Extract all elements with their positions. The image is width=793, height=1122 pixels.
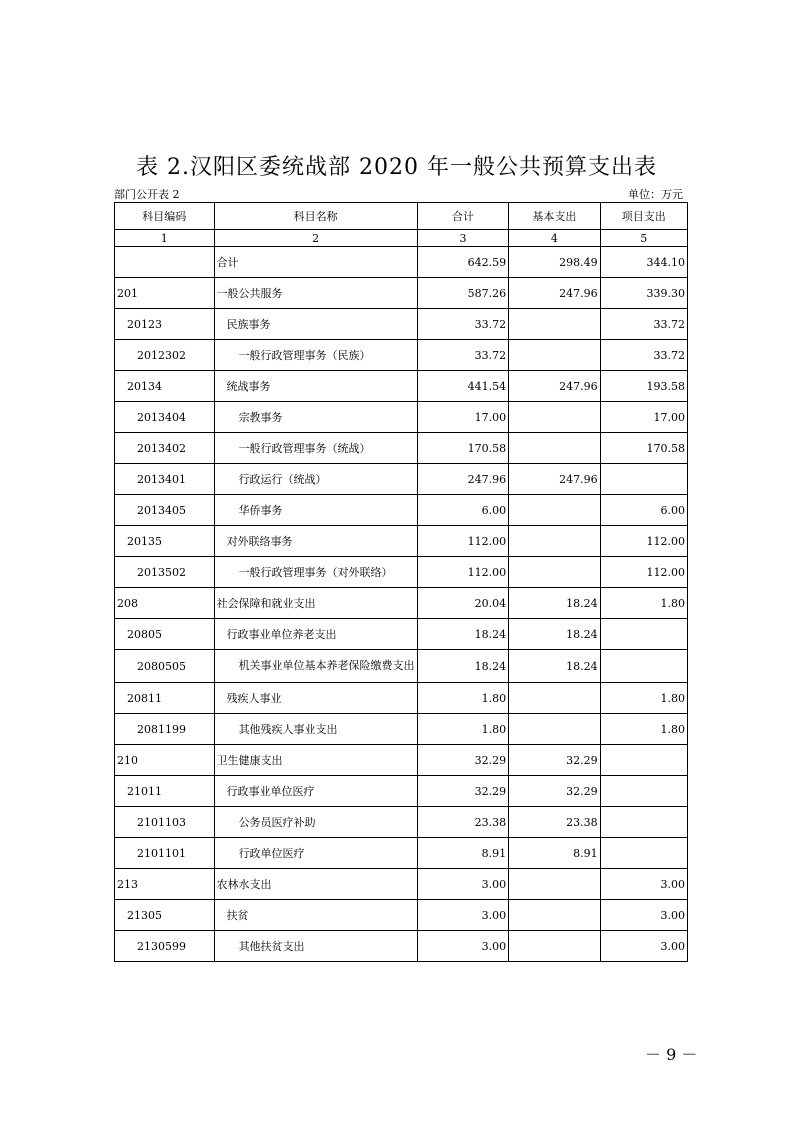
table-row [115, 619, 688, 650]
row-name: 一般公共服务 [214, 278, 417, 309]
table-row [115, 371, 688, 402]
row-basic [509, 526, 600, 557]
column-index: 3 [417, 230, 508, 247]
row-name: 民族事务 [214, 309, 417, 340]
row-code: 2013404 [115, 402, 215, 433]
row-basic: 23.38 [509, 807, 600, 838]
unit-label: 单位：万元 [628, 188, 683, 201]
row-total: 32.29 [417, 776, 508, 807]
table-label: 部门公开表 2 [114, 188, 180, 201]
table-row [115, 526, 688, 557]
row-basic [509, 340, 600, 371]
row-project: 1.80 [600, 683, 687, 714]
column-header-name: 科目名称 [214, 203, 417, 230]
row-basic [509, 402, 600, 433]
table-row [115, 433, 688, 464]
row-code: 2101103 [115, 807, 215, 838]
row-basic: 18.24 [509, 650, 600, 683]
table-row [115, 776, 688, 807]
row-code: 2013405 [115, 495, 215, 526]
page-number: － 9 － [645, 1045, 698, 1064]
row-name: 社会保障和就业支出 [214, 588, 417, 619]
row-name: 行政事业单位医疗 [214, 776, 417, 807]
table-row [115, 900, 688, 931]
row-total: 20.04 [417, 588, 508, 619]
row-code: 2080505 [115, 650, 215, 683]
table-row [115, 278, 688, 309]
row-basic: 18.24 [509, 619, 600, 650]
column-index: 2 [214, 230, 417, 247]
row-code: 2013401 [115, 464, 215, 495]
row-total: 33.72 [417, 340, 508, 371]
row-code: 2130599 [115, 931, 215, 962]
table-row [115, 557, 688, 588]
row-name: 农林水支出 [214, 869, 417, 900]
row-basic [509, 900, 600, 931]
row-name: 一般行政管理事务（统战） [214, 433, 417, 464]
row-project [600, 807, 687, 838]
row-project: 1.80 [600, 588, 687, 619]
row-total: 587.26 [417, 278, 508, 309]
table-row [115, 745, 688, 776]
row-name: 合计 [214, 247, 417, 278]
row-project: 344.10 [600, 247, 687, 278]
header-row [115, 203, 688, 230]
row-name: 其他残疾人事业支出 [214, 714, 417, 745]
row-basic [509, 869, 600, 900]
row-project [600, 745, 687, 776]
table-row [115, 869, 688, 900]
row-basic: 32.29 [509, 745, 600, 776]
row-project [600, 838, 687, 869]
row-code: 20134 [115, 371, 215, 402]
row-basic [509, 683, 600, 714]
row-project: 170.58 [600, 433, 687, 464]
row-code: 2013402 [115, 433, 215, 464]
row-code: 20135 [115, 526, 215, 557]
row-name: 残疾人事业 [214, 683, 417, 714]
row-basic: 247.96 [509, 371, 600, 402]
row-code [115, 247, 215, 278]
row-code: 21011 [115, 776, 215, 807]
row-name: 统战事务 [214, 371, 417, 402]
row-total: 3.00 [417, 931, 508, 962]
table-row [115, 683, 688, 714]
row-basic: 247.96 [509, 278, 600, 309]
row-code: 2012302 [115, 340, 215, 371]
table-row [115, 402, 688, 433]
row-total: 112.00 [417, 557, 508, 588]
row-name: 卫生健康支出 [214, 745, 417, 776]
row-name: 行政单位医疗 [214, 838, 417, 869]
row-basic [509, 433, 600, 464]
row-name: 对外联络事务 [214, 526, 417, 557]
column-header-project: 项目支出 [600, 203, 687, 230]
row-basic [509, 557, 600, 588]
row-total: 8.91 [417, 838, 508, 869]
row-project: 112.00 [600, 526, 687, 557]
row-basic: 247.96 [509, 464, 600, 495]
row-code: 21305 [115, 900, 215, 931]
row-code: 20123 [115, 309, 215, 340]
row-code: 213 [115, 869, 215, 900]
row-total: 18.24 [417, 650, 508, 683]
row-name: 公务员医疗补助 [214, 807, 417, 838]
table-row [115, 309, 688, 340]
row-total: 18.24 [417, 619, 508, 650]
row-total: 1.80 [417, 683, 508, 714]
row-total: 112.00 [417, 526, 508, 557]
row-project: 6.00 [600, 495, 687, 526]
row-project [600, 650, 687, 683]
table-row [115, 464, 688, 495]
row-name: 行政事业单位养老支出 [214, 619, 417, 650]
table-row [115, 247, 688, 278]
row-project: 3.00 [600, 900, 687, 931]
row-project: 1.80 [600, 714, 687, 745]
row-basic [509, 931, 600, 962]
budget-table [114, 202, 688, 962]
column-header-code: 科目编码 [115, 203, 215, 230]
table-row [115, 495, 688, 526]
row-total: 33.72 [417, 309, 508, 340]
table-row [115, 340, 688, 371]
row-total: 1.80 [417, 714, 508, 745]
row-total: 23.38 [417, 807, 508, 838]
table-row [115, 807, 688, 838]
table-row [115, 931, 688, 962]
row-code: 20811 [115, 683, 215, 714]
row-name: 行政运行（统战） [214, 464, 417, 495]
row-project [600, 464, 687, 495]
row-name: 宗教事务 [214, 402, 417, 433]
row-project: 17.00 [600, 402, 687, 433]
column-index: 1 [115, 230, 215, 247]
row-project: 3.00 [600, 869, 687, 900]
row-total: 3.00 [417, 900, 508, 931]
column-index: 4 [509, 230, 600, 247]
row-total: 170.58 [417, 433, 508, 464]
row-name: 一般行政管理事务（民族） [214, 340, 417, 371]
column-index-row [115, 230, 688, 247]
table-row [115, 650, 688, 683]
table-row [115, 588, 688, 619]
column-header-total: 合计 [417, 203, 508, 230]
page-title: 表 2.汉阳区委统战部 2020 年一般公共预算支出表 [136, 155, 657, 180]
column-header-basic: 基本支出 [509, 203, 600, 230]
row-basic [509, 495, 600, 526]
row-project: 33.72 [600, 309, 687, 340]
row-total: 32.29 [417, 745, 508, 776]
row-total: 247.96 [417, 464, 508, 495]
row-project: 339.30 [600, 278, 687, 309]
row-name: 一般行政管理事务（对外联络） [214, 557, 417, 588]
row-name: 华侨事务 [214, 495, 417, 526]
row-basic [509, 714, 600, 745]
row-project: 33.72 [600, 340, 687, 371]
row-project: 193.58 [600, 371, 687, 402]
row-total: 6.00 [417, 495, 508, 526]
row-code: 208 [115, 588, 215, 619]
row-total: 441.54 [417, 371, 508, 402]
row-project: 3.00 [600, 931, 687, 962]
row-code: 210 [115, 745, 215, 776]
table-row [115, 838, 688, 869]
row-total: 3.00 [417, 869, 508, 900]
row-total: 17.00 [417, 402, 508, 433]
row-basic: 8.91 [509, 838, 600, 869]
table-row [115, 714, 688, 745]
row-total: 642.59 [417, 247, 508, 278]
row-code: 2081199 [115, 714, 215, 745]
row-name: 扶贫 [214, 900, 417, 931]
column-index: 5 [600, 230, 687, 247]
row-code: 20805 [115, 619, 215, 650]
row-code: 201 [115, 278, 215, 309]
row-name: 其他扶贫支出 [214, 931, 417, 962]
row-basic: 18.24 [509, 588, 600, 619]
row-code: 2101101 [115, 838, 215, 869]
row-basic: 298.49 [509, 247, 600, 278]
row-code: 2013502 [115, 557, 215, 588]
row-project: 112.00 [600, 557, 687, 588]
row-basic: 32.29 [509, 776, 600, 807]
row-project [600, 619, 687, 650]
row-project [600, 776, 687, 807]
row-name: 机关事业单位基本养老保险缴费支出 [214, 650, 417, 683]
row-basic [509, 309, 600, 340]
